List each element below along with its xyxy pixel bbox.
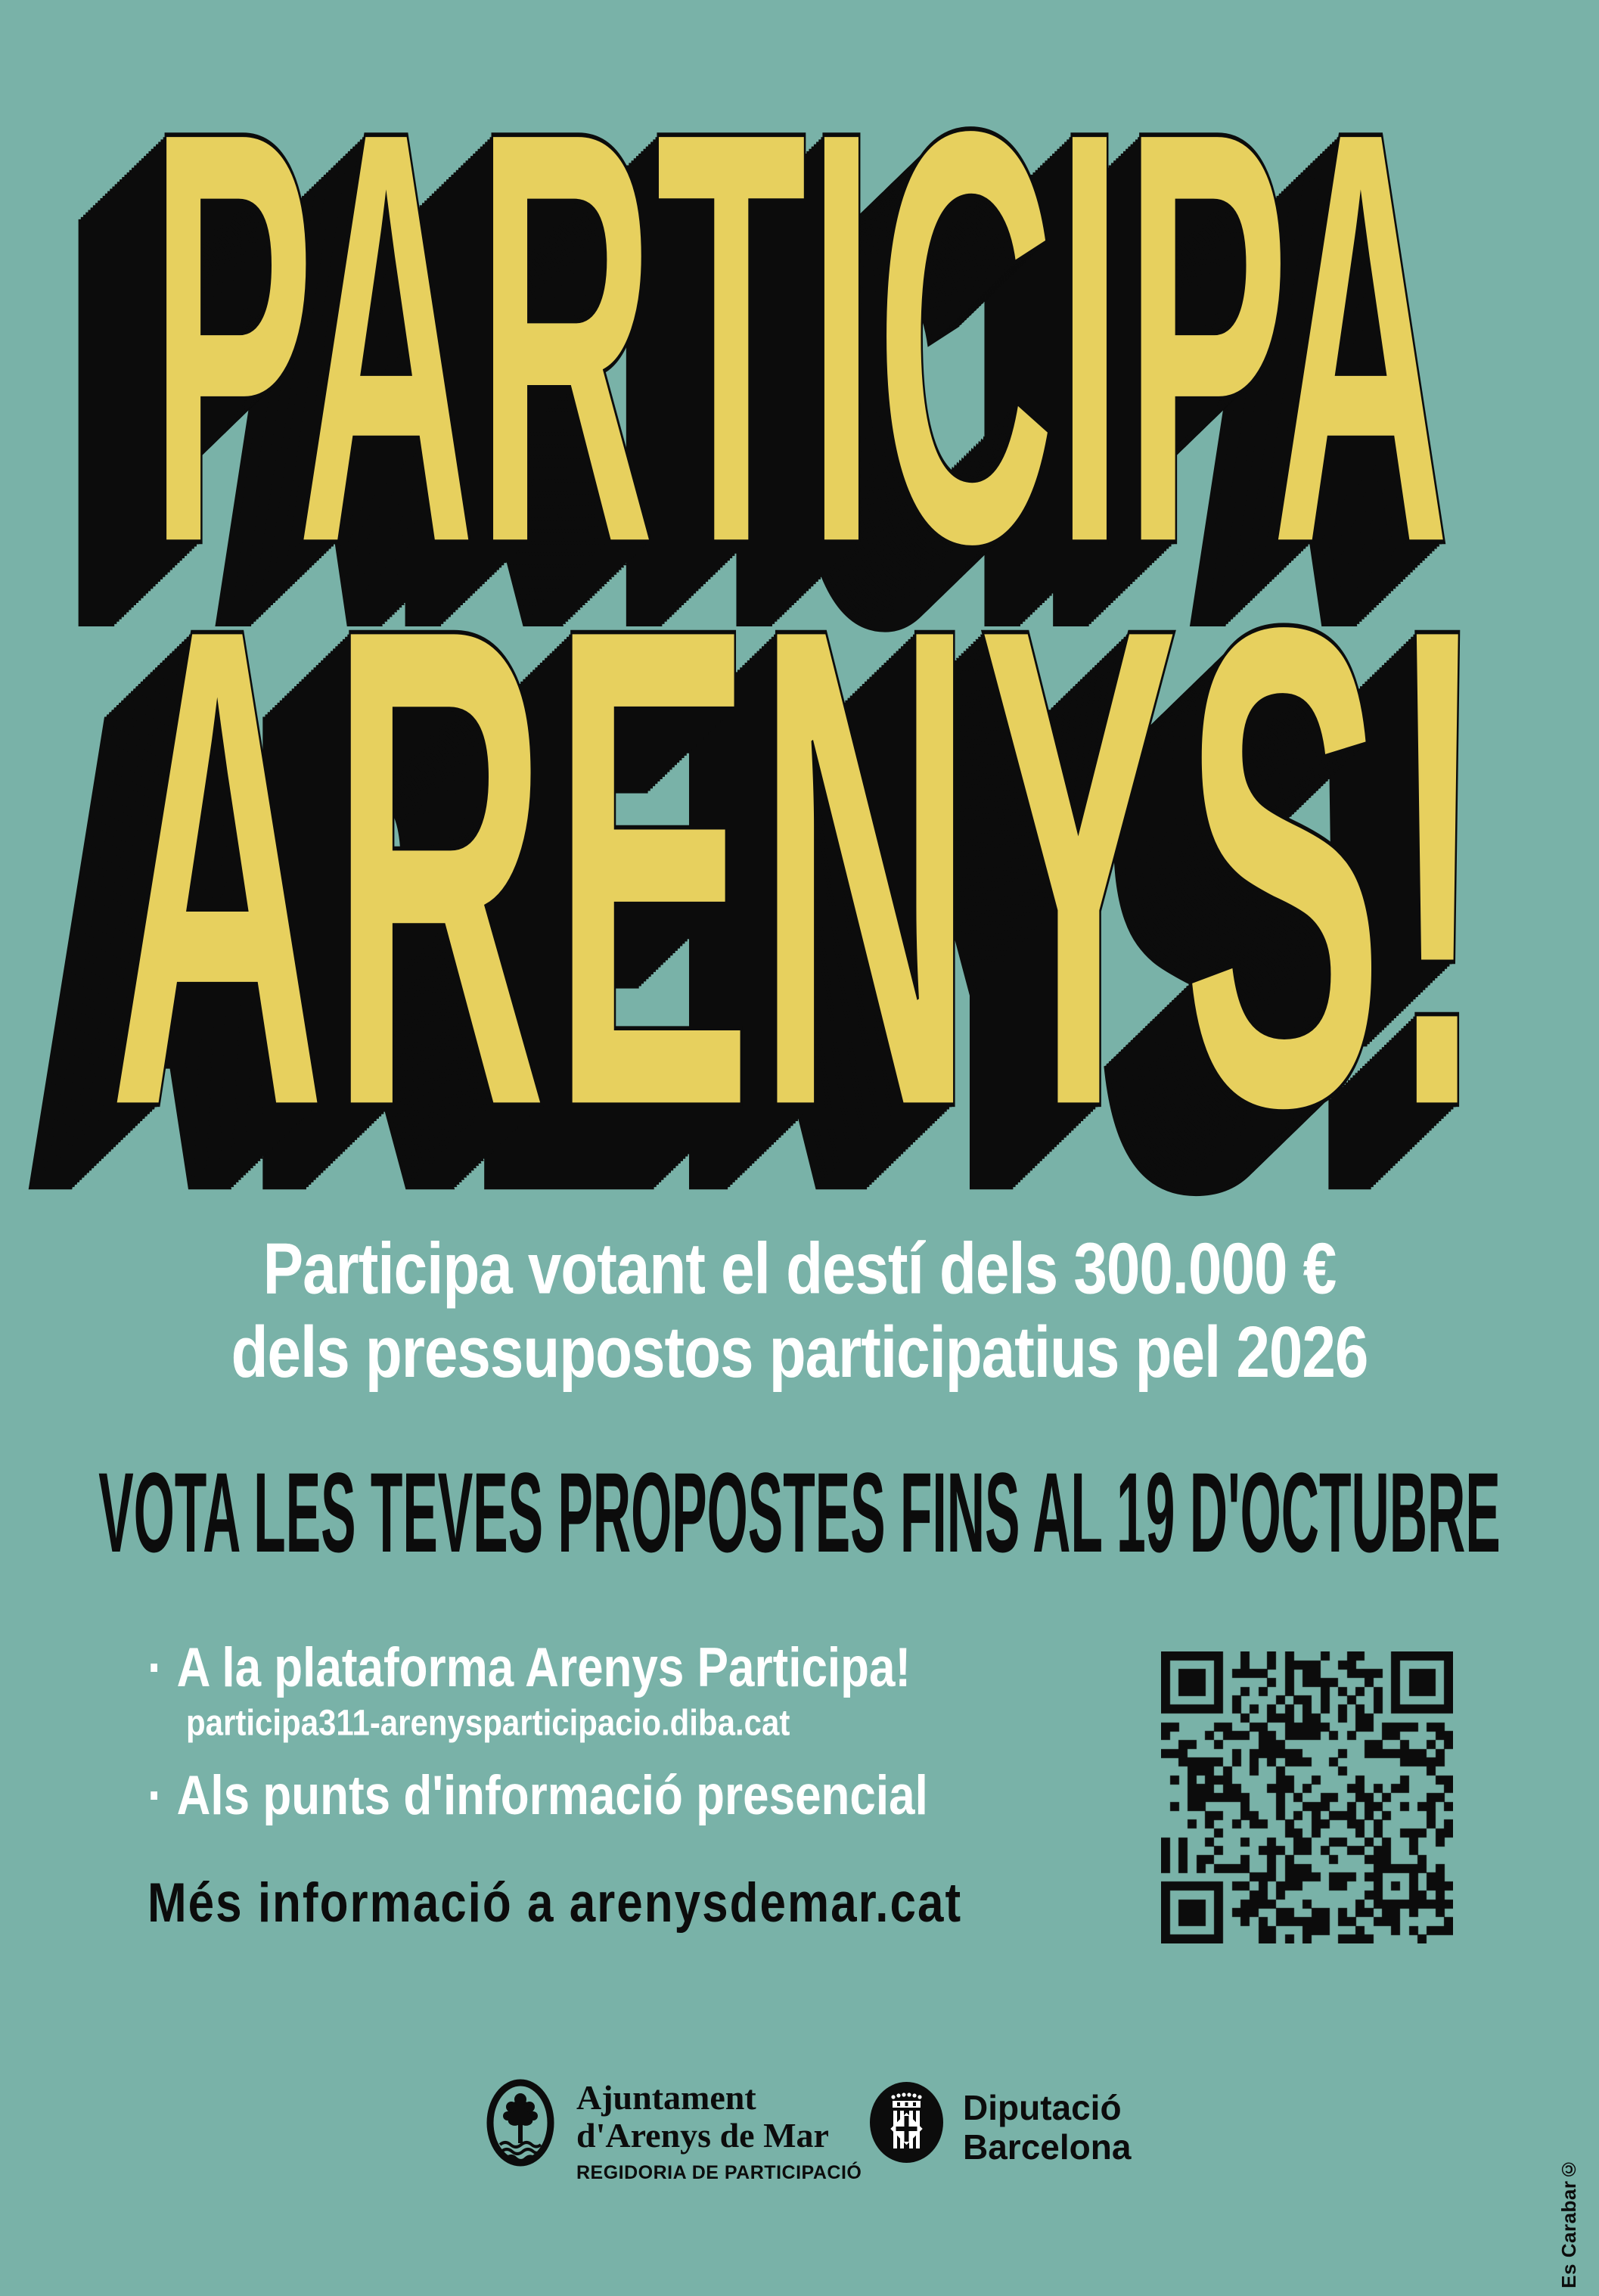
- diputacio-text: [963, 2088, 1131, 2167]
- bullet-marker: ·: [147, 1637, 163, 1699]
- headline-participa: PARTICIPA: [148, 5, 1451, 668]
- more-info: Més informació a arenysdemar.cat: [147, 1872, 963, 1934]
- ajuntament-name-line2: d'Arenys de Mar: [576, 2116, 829, 2155]
- bullet-platform-label: A la plataforma Arenys Participa!: [176, 1637, 911, 1699]
- headline-arenys: ARENYS!: [107, 483, 1492, 1251]
- subtitle: [231, 1227, 1368, 1394]
- ajuntament-name-line1: Ajuntament: [576, 2078, 756, 2117]
- ajuntament-text: [576, 2079, 862, 2184]
- credit-vertical: Es Carabar©: [1557, 2158, 1580, 2288]
- diputacio-name-line2: Barcelona: [963, 2127, 1132, 2167]
- bullet-item-inperson: [147, 1765, 928, 1827]
- ajuntament-department: REGIDORIA DE PARTICIPACIÓ: [576, 2162, 862, 2183]
- qr-code: [1161, 1651, 1453, 1943]
- subtitle-line2: dels pressupostos participatius pel 2026: [231, 1311, 1368, 1393]
- bullet-inperson-label: Als punts d'informació presencial: [176, 1765, 928, 1827]
- diputacio-logo-icon: [870, 2082, 943, 2163]
- bullet-marker: ·: [147, 1765, 163, 1827]
- diputacio-name-line1: Diputació: [963, 2088, 1122, 2127]
- subtitle-line1: Participa votant el destí dels 300.000 €: [262, 1228, 1337, 1309]
- deadline-headline: VOTA LES TEVES PROPOSTES FINS AL 19 D'OCTUBRE: [98, 1449, 1501, 1576]
- ajuntament-logo-icon: [486, 2078, 554, 2167]
- bullet-item-platform: [147, 1637, 911, 1699]
- platform-url: participa311-arenysparticipacio.diba.cat: [186, 1701, 790, 1743]
